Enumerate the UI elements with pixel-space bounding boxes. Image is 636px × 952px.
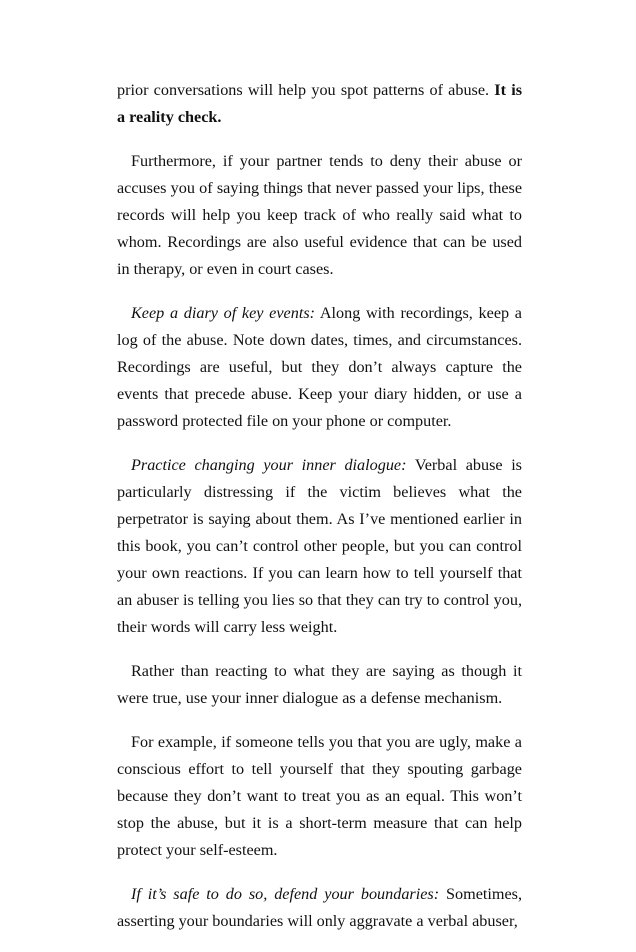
paragraph-defense-mechanism <box>117 658 522 712</box>
paragraph-example <box>117 729 522 864</box>
paragraph-text: Furthermore, if your partner tends to deny their abuse or accuses you of saying things that never passed your lips, these records will help you keep track of who really said what to whom. Recordings are also useful evidence that can be used in therapy, or even in court cases. <box>117 152 522 278</box>
paragraph-text: For example, if someone tells you that you are ugly, make a conscious effort to tell yourself that they spouting garbage because they don’t want to treat you as an equal. This won’t stop the abuse, but it is a short-term measure that can help protect your self-esteem. <box>117 733 522 859</box>
paragraph-lead-heading: Keep a diary of key events: <box>131 304 316 322</box>
paragraph-boundaries <box>117 881 522 935</box>
paragraph-records <box>117 148 522 283</box>
paragraph-lead-heading: Practice changing your inner dialogue: <box>131 456 407 474</box>
paragraph-text: Along with recordings, keep a log of the abuse. Note down dates, times, and circumstances. Recordings are useful, but they don’t always capture the events that precede abuse. Keep your diary hidden, or use a password protected file on your phone or computer. <box>117 304 522 430</box>
paragraph-inner-dialogue <box>117 452 522 641</box>
paragraph-diary <box>117 300 522 435</box>
paragraph-text: Rather than reacting to what they are saying as though it were true, use your inner dialogue as a defense mechanism. <box>117 662 522 707</box>
paragraph-text: prior conversations will help you spot patterns of abuse. <box>117 81 495 99</box>
paragraph-text: Verbal abuse is particularly distressing if the victim believes what the perpetrator is saying about them. As I’ve mentioned earlier in this book, you can’t control other people, but you can control your own reactions. If you can learn how to tell yourself that an abuser is telling you lies so that they can try to control you, their words will carry less weight. <box>117 456 522 636</box>
paragraph-continuation <box>117 77 522 131</box>
paragraph-lead-heading: If it’s safe to do so, defend your boundaries: <box>131 885 440 903</box>
document-page <box>117 77 522 952</box>
paragraph-text: Sometimes, asserting your boundaries will only aggravate a verbal abuser, <box>117 885 522 930</box>
paragraph-bold-emphasis: It is a reality check. <box>117 81 522 126</box>
